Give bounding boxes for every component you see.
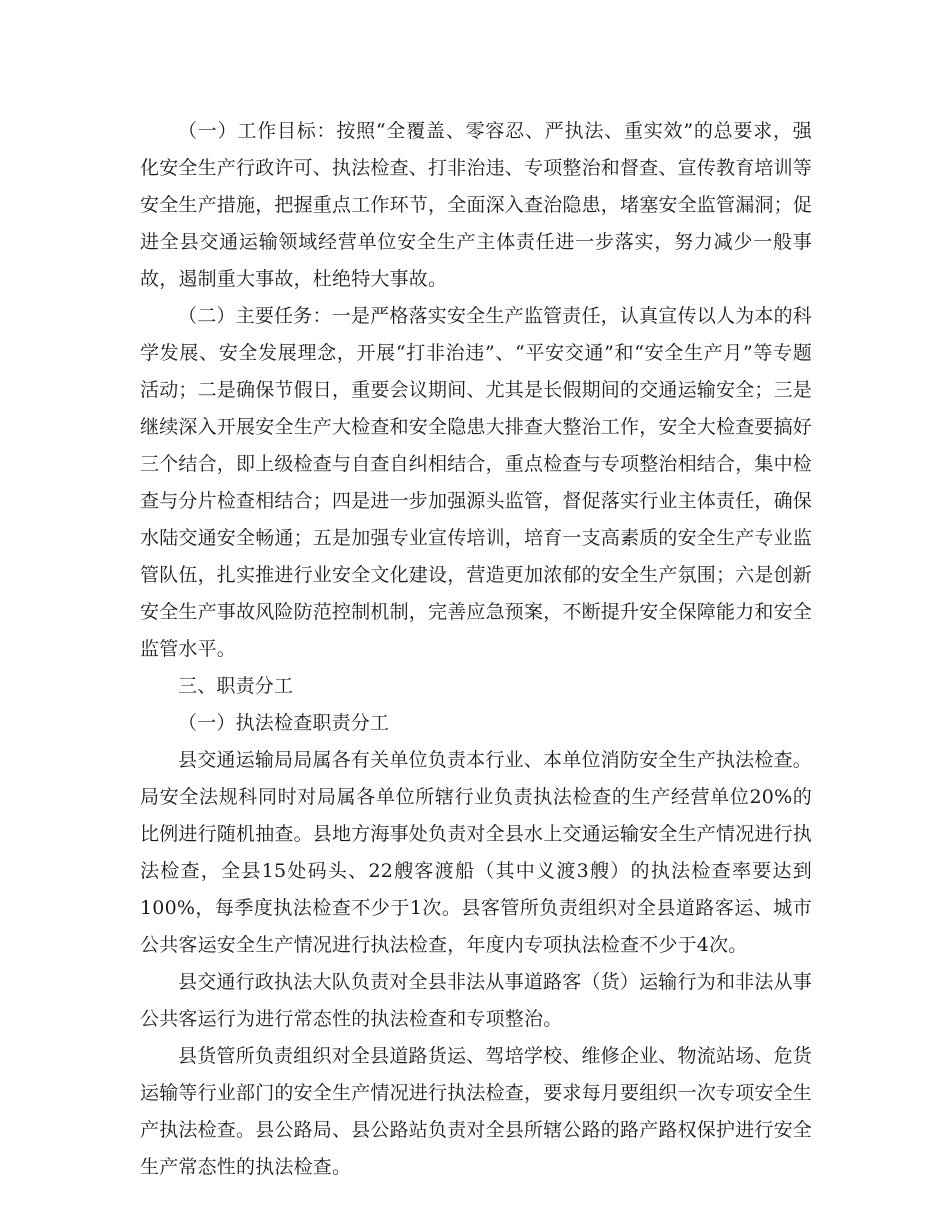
paragraph-law-enforcement-brigade: 县交通行政执法大队负责对全县非法从事道路客（货）运输行为和非法从事公共客运行为进行常态性的执法检查和专项整治。 <box>140 971 812 1030</box>
paragraph-enforcement-duties: 县交通运输局局属各有关单位负责本行业、本单位消防安全生产执法检查。局安全法规科同时对局属各单位所辖行业负责执法检查的生产经营单位20%的比例进行随机抽查。县地方海事处负责对全县水上交通运输安全生产情况进行执法检查，全县15处码头、22艘客渡船（其中义渡3艘）的执法检查率要达到100%，每季度执法检查不少于1次。县客管所负责组织对全县道路客运、城市公共客运安全生产情况进行执法检查，年度内专项执法检查不少于4次。 <box>140 749 813 956</box>
paragraph-work-goal: （一）工作目标：按照“全覆盖、零容忍、严执法、重实效”的总要求，强化安全生产行政许可、执法检查、打非治违、专项整治和督查、宣传教育培训等安全生产措施，把握重点工作环节，全面深入查治隐患，堵塞安全监管漏洞；促进全县交通运输领域经营单位安全生产主体责任进一步落实，努力减少一般事故，遏制重大事故，杜绝特大事故。 <box>140 120 813 290</box>
paragraph-freight-management: 县货管所负责组织对全县道路货运、驾培学校、维修企业、物流站场、危货运输等行业部门的安全生产情况进行执法检查，要求每月要组织一次专项安全生产执法检查。县公路局、县公路站负责对全县所辖公路的路产路权保护进行安全生产常态性的执法检查。 <box>140 1045 813 1178</box>
paragraph-main-tasks: （二）主要任务：一是严格落实安全生产监管责任，认真宣传以人为本的科学发展、安全发展理念，开展“打非治违”、“平安交通”和“安全生产月”等专题活动；二是确保节假日，重要会议期间、尤其是长假期间的交通运输安全；三是继续深入开展安全生产大检查和安全隐患大排查大整治工作，安全大检查要搞好三个结合，即上级检查与自查自纠相结合，重点检查与专项整治相结合，集中检查与分片检查相结合；四是进一步加强源头监管，督促落实行业主体责任，确保水陆交通安全畅通；五是加强专业宣传培训，培育一支高素质的安全生产专业监管队伍，扎实推进行业安全文化建设，营造更加浓郁的安全生产氛围；六是创新安全生产事故风险防范控制机制，完善应急预案，不断提升安全保障能力和安全监管水平。 <box>140 305 813 660</box>
section-heading-responsibilities: 三、职责分工 <box>178 675 294 697</box>
document-body <box>140 113 812 1186</box>
subsection-heading-enforcement: （一）执法检查职责分工 <box>178 712 390 734</box>
